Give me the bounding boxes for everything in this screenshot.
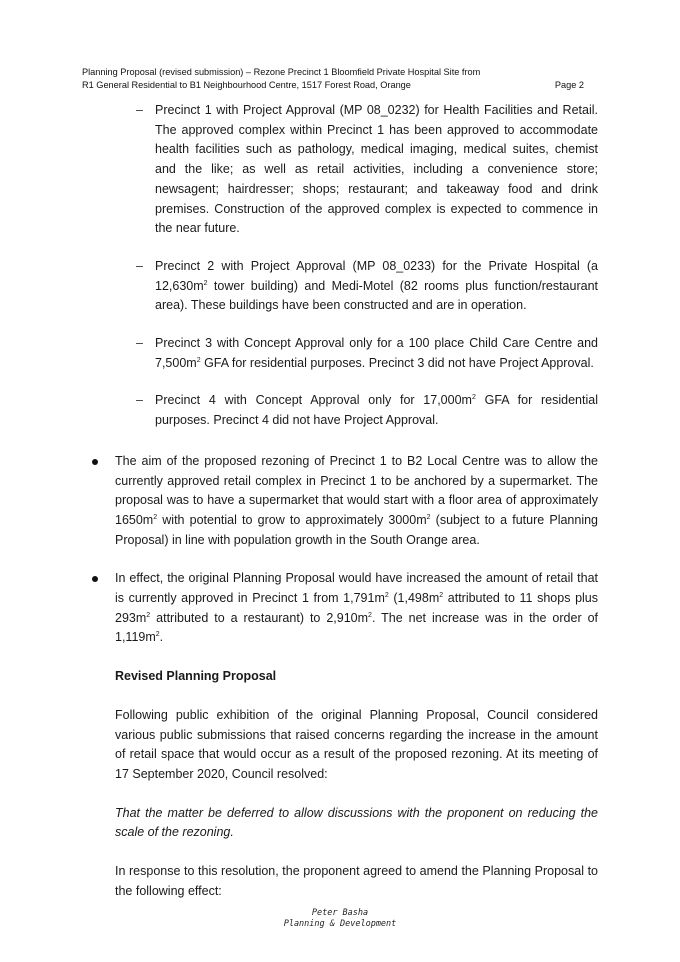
effect-bullet (82, 569, 598, 648)
page-number: Page 2 (554, 80, 584, 90)
header-title-line-2: R1 General Residential to B1 Neighbourhood Centre, 1517 Forest Road, Orange (82, 80, 411, 90)
bullet-dot (92, 576, 98, 582)
revised-paragraph-1: Following public exhibition of the original Planning Proposal, Council considered various public submissions that raised concerns regarding the increase in the amount of retail space that would occur as a result of the proposed rezoning. At its meeting of 17 September 2020, Council resolved: (115, 707, 598, 781)
aim-text: The aim of the proposed rezoning of Precinct 1 to B2 Local Centre was to allow the currently approved retail complex in Precinct 1 to be anchored by a supermarket. The proposal was to have a supermarket that would start with a floor area of approximately $1650m^2$ with potential to grow to approximately $3000m^2$ (subject to a future Planning Proposal) in line with population growth in the South Orange area. (115, 453, 599, 547)
aim-bullet (82, 452, 598, 551)
page-header (82, 66, 598, 92)
dash-marker: – (136, 103, 143, 117)
precinct-4-text: Precinct 4 with Concept Approval only for $17,000m^2$ GFA for residential purposes. Precinct 4 did not have Project Approval. (155, 393, 598, 428)
dash-marker: – (136, 393, 143, 408)
header-title-line-1: Planning Proposal (revised submission) – Rezone Precinct 1 Bloomfield Private Hospital Site from (82, 67, 481, 77)
footer-author: Peter Basha (311, 908, 369, 918)
page-footer (0, 908, 680, 930)
precinct-4-item (82, 391, 598, 430)
revised-paragraph-2: In response to this resolution, the proponent agreed to amend the Planning Proposal to the following effect: (115, 864, 598, 898)
precinct-3-text: Precinct 3 with Concept Approval only for a 100 place Child Care Centre and $7,500m^2$ GFA for residential purposes. Precinct 3 did not have Project Approval. (155, 336, 598, 370)
precinct-2-item (82, 257, 598, 316)
precinct-3-item (82, 334, 598, 373)
precinct-2-text: Precinct 2 with Project Approval (MP 08_0233) for the Private Hospital (a $12,630m^2$ tower building) and Medi-Motel (82 rooms plus function/restaurant area). These buildings have been constructed and are in operation. (155, 258, 598, 313)
precinct-1-text: Precinct 1 with Project Approval (MP 08_0232) for Health Facilities and Retail. The approved complex within Precinct 1 has been approved to accommodate health facilities such as pathology, medical imaging, medical suites, chemist and the like; as well as retail activities, including a convenience store; newsagent; hairdresser; shops; restaurant; and takeaway food and drink premises. Construction of the approved complex is expected to commence in the near future. (155, 103, 598, 236)
precinct-1-item (82, 101, 598, 239)
footer-company: Planning & Development (283, 919, 397, 929)
document-body (82, 101, 598, 921)
dash-marker: – (136, 258, 143, 273)
dash-marker: – (136, 336, 143, 351)
effect-text: In effect, the original Planning Proposal would have increased the amount of retail that is currently approved in Precinct 1 from $1,791m^2$ ($1,498m^2$ attributed to 11 shops plus $293m^2$ attributed to a restaurant) to $2,910m^2$. The net increase was in the order of $1,119m^2$. (115, 571, 598, 645)
council-resolution-quote: That the matter be deferred to allow discussions with the proponent on reducing the scale of the rezoning. (115, 805, 598, 840)
revised-heading: Revised Planning Proposal (115, 669, 277, 684)
bullet-dot (92, 459, 98, 465)
